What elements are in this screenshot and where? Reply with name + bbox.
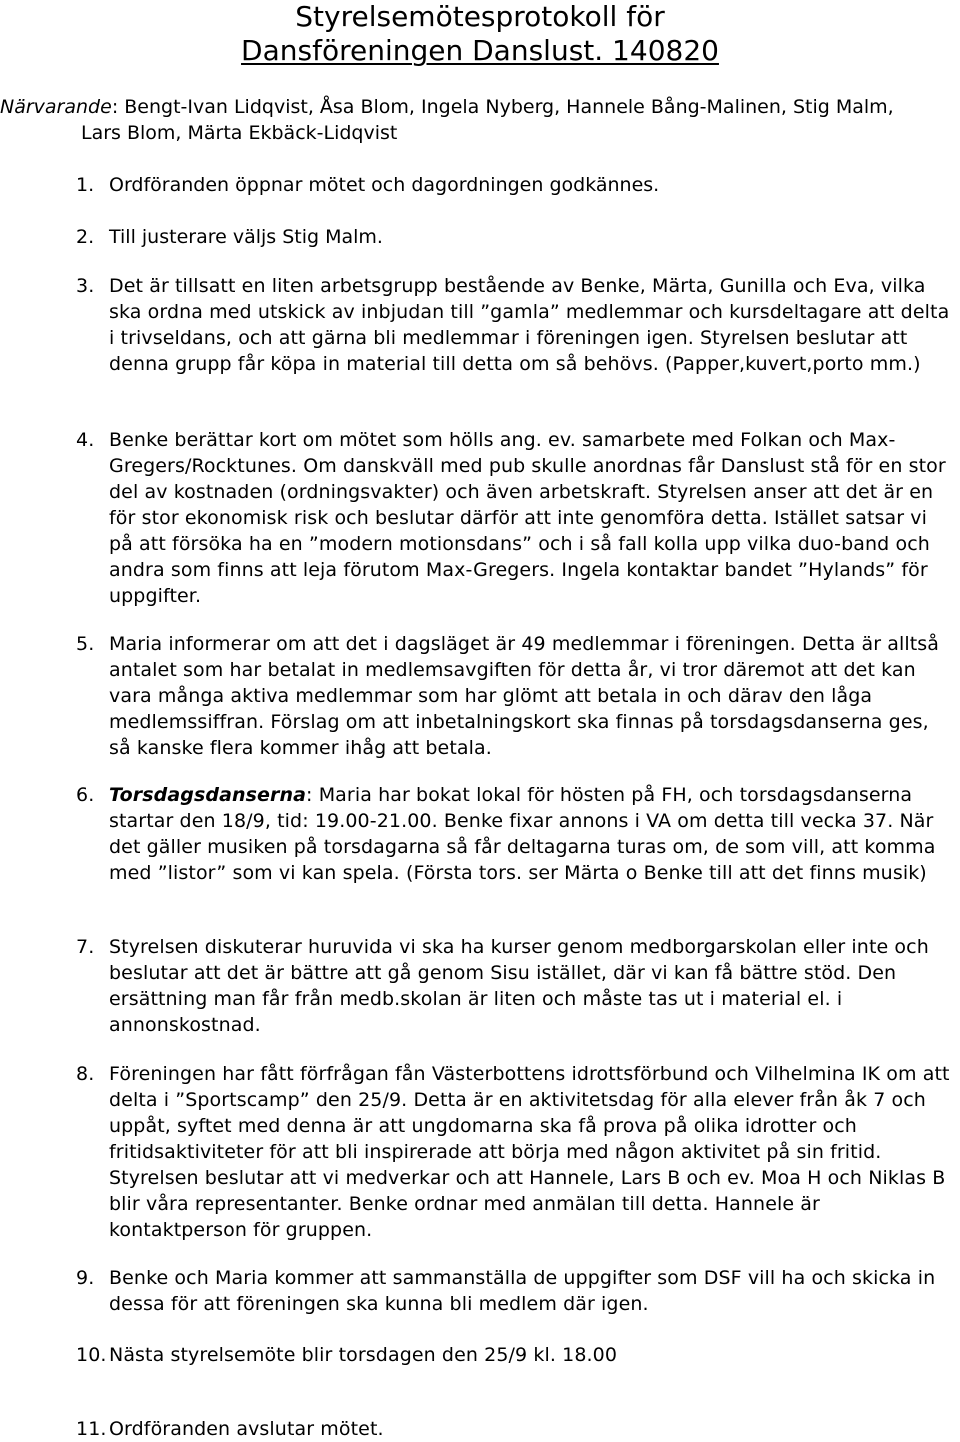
item-number: 2. (76, 226, 95, 248)
item-text: Ordföranden avslutar mötet. (109, 1418, 384, 1440)
item-text-wrap (109, 782, 954, 886)
item-text: Maria informerar om att det i dagsläget är 49 medlemmar i föreningen. Detta är alltså antalet som har betalat in medlemsavgiften för detta år, vi tror däremot att det kan vara många aktiva medlemmar som har glömt att betala in och därav den låga medlemssiffran. Förslag om att inbetalningskort ska finnas på torsdagsdanserna ges, så kanske flera kommer ihåg att betala. (109, 633, 940, 759)
item-text: Föreningen har fått förfrågan fån Västerbottens idrottsförbund och Vilhelmina IK om att delta i ”Sportscamp” den 25/9. Detta är en aktivitetsdag för alla elever från åk 7 och uppåt, syftet med denna är att ungdomarna ska få prova på olika idrotter och fritidsaktiviteter för att bli inspirerade att börja med någon aktivitet på sin fritid. Styrelsen beslutar att vi medverkar och att Hannele, Lars B och ev. Moa H och Niklas B blir våra representanter. Benke ordnar med anmälan till detta. Hannele är kontaktperson för gruppen. (109, 1063, 950, 1241)
agenda-item-3 (76, 273, 954, 377)
item-text: Till justerare väljs Stig Malm. (109, 226, 383, 248)
item-number: 1. (76, 174, 95, 196)
item-text: Styrelsen diskuterar huruvida vi ska ha kurser genom medborgarskolan eller inte och beslutar att det är bättre att gå genom Sisu istället, där vi kan få bättre stöd. Den ersättning man får från medb.skolan är liten och måste tas ut i material el. i annonskostnad. (109, 936, 929, 1036)
item-number: 4. (76, 429, 95, 451)
agenda-item-8 (76, 1061, 954, 1243)
item-text: Det är tillsatt en liten arbetsgrupp bestående av Benke, Märta, Gunilla och Eva, vilka ska ordna med utskick av inbjudan till ”gamla” medlemmar och kursdeltagare att delta i trivseldans, och att gärna bli medlemmar i föreningen igen. Styrelsen beslutar att denna grupp får köpa in material till detta om så behövs. (Papper,kuvert,porto mm.) (109, 275, 950, 375)
agenda-item-6 (76, 782, 954, 886)
agenda-item-11 (76, 1416, 954, 1442)
agenda-item-7 (76, 934, 954, 1038)
item-number: 8. (76, 1063, 95, 1085)
item-number: 10. (76, 1344, 107, 1366)
document-title-line-1: Styrelsemötesprotokoll för (295, 0, 665, 33)
item-text: : Maria har bokat lokal för hösten på FH, och torsdagsdanserna startar den 18/9, tid: 19.00-21.00. Benke fixar annons i VA om detta till vecka 37. När det gäller musiken på torsdagarna så får deltagarna turas om, de som vill, att komma med ”listor” som vi kan spela. (Första tors. ser Märta o Benke till att det finns musik) (109, 784, 936, 884)
agenda-item-2 (76, 224, 954, 250)
item-number: 7. (76, 936, 95, 958)
item-lead-heading: Torsdagsdanserna (109, 784, 307, 806)
attendance-names-line-1: : Bengt-Ivan Lidqvist, Åsa Blom, Ingela Nyberg, Hannele Bång-Malinen, Stig Malm, (111, 96, 894, 118)
agenda-item-5 (76, 631, 954, 761)
attendance-list (0, 94, 940, 146)
agenda-item-10 (76, 1342, 954, 1368)
item-number: 5. (76, 633, 95, 655)
item-number: 3. (76, 275, 95, 297)
agenda-item-9 (76, 1265, 954, 1317)
item-text: Benke berättar kort om mötet som hölls ang. ev. samarbete med Folkan och Max-Gregers/Rocktunes. Om danskväll med pub skulle anordnas får Danslust stå för en stor del av kostnaden (ordningsvakter) och även arbetskraft. Styrelsen anser att det är en för stor ekonomisk risk och beslutar därför att inte genomföra detta. Istället satsar vi på att försöka ha en ”modern motionsdans” och i så fall kolla upp vilka duo-band och andra som finns att leja förutom Max-Gregers. Ingela kontaktar bandet ”Hylands” för uppgifter. (109, 429, 946, 607)
attendance-label: Närvarande (0, 96, 112, 118)
item-text: Nästa styrelsemöte blir torsdagen den 25/9 kl. 18.00 (109, 1344, 618, 1366)
item-text: Benke och Maria kommer att sammanställa de uppgifter som DSF vill ha och skicka in dessa för att föreningen ska kunna bli medlem där igen. (109, 1267, 936, 1315)
attendance-names-line-2: Lars Blom, Märta Ekbäck-Lidqvist (81, 122, 398, 144)
agenda-item-1 (76, 172, 954, 198)
item-text: Ordföranden öppnar mötet och dagordningen godkännes. (109, 174, 660, 196)
item-number: 11. (76, 1418, 107, 1440)
item-number: 6. (76, 784, 95, 806)
document-title-line-2: Dansföreningen Danslust. 140820 (241, 34, 719, 67)
item-number: 9. (76, 1267, 95, 1289)
agenda-item-4 (76, 427, 954, 609)
